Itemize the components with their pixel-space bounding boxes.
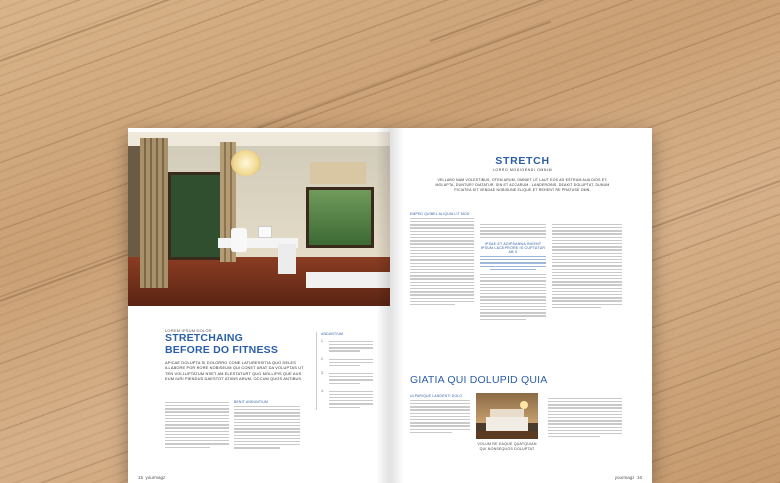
floor-plank-joint <box>0 252 132 302</box>
photo-window-right <box>306 187 374 248</box>
right-section-body-2 <box>548 396 622 439</box>
sidebar-item-4 <box>329 389 373 410</box>
left-mid-heading: BENIT ANDUNTIUM <box>234 400 269 404</box>
right-page <box>390 128 652 483</box>
floor-plank-joint <box>430 0 769 42</box>
floor-plank-joint <box>0 0 282 62</box>
photo-monitor <box>258 226 272 238</box>
right-body-column-1 <box>410 218 474 305</box>
floor-plank-joint <box>250 21 551 132</box>
left-intro: APICAE DOLUPTA SI DOLORRO CONE LATURESSITIA QUO DELES ILLABORE POR RORE NOBISEUM QUI CONET ARAT DA VOLUPTAS UT TEN VOLLUPTATUM NSET AM ELESTATURT QUO MOLLIPIS QUE AUS EUM IURI PIENDUS DAESTOT ATIINS ARUM, OCCUM QUOS ANTIBUS. <box>165 360 304 382</box>
right-subtitle: LORRO MODIGENDI OMNIM <box>492 168 553 172</box>
sidebar-number-4: 4. <box>321 388 324 393</box>
right-body-column-2-bottom <box>480 274 546 320</box>
left-body-column-2 <box>234 406 300 449</box>
sidebar-number-3: 3. <box>321 371 324 376</box>
sidebar-number-1: 1. <box>321 339 324 343</box>
sidebar-item-1 <box>329 339 373 354</box>
magazine-spread <box>128 128 652 483</box>
right-section-body-1 <box>410 400 470 433</box>
left-page <box>128 128 390 483</box>
left-title-line2: BEFORE DO FITNESS <box>165 343 279 356</box>
left-body-column-1 <box>165 400 229 450</box>
photo-chandelier <box>231 150 261 176</box>
thumbnail-caption: VOLUM RE EAQUE QUATQUIAN QUI NONSEQUOS DOLUPTAT <box>477 442 537 451</box>
sidebar-number-2: 2. <box>321 356 324 361</box>
interior-photo <box>128 132 390 306</box>
photo-chair <box>231 228 247 252</box>
sidebar-item-2 <box>329 357 373 368</box>
photo-window-left <box>168 172 224 260</box>
right-body-column-2-top <box>480 224 546 238</box>
right-title: STRETCH <box>495 155 550 167</box>
right-section-title: GIATIA QUI DOLUPID QUIA <box>410 374 548 386</box>
right-body-column-3 <box>552 222 622 310</box>
right-section-sub: ULPARIQUE LANDENTI DOLO <box>410 394 463 398</box>
sidebar-item-3 <box>329 371 373 386</box>
bedroom-thumbnail <box>476 393 538 439</box>
right-quote-heading: IPSAE ET ADIPSANNA INVENT IPSUM LACEPRORE IS CUPTATUR AB X <box>480 241 546 254</box>
left-page-number: 15 <box>138 475 144 480</box>
photo-curtain-left <box>140 138 168 288</box>
magazine-spine-shadow <box>376 128 404 483</box>
left-title-line1: STRETCHAING <box>165 332 244 344</box>
sidebar-heading: ANDUNTIUM <box>321 332 344 336</box>
right-intro: VELLABO NAM VOLESTIBUS, OTEM ARUM, OMNIET UT LAUT EOS AD ESTRUM AUA DIOS ET, MOLUPTA, DUNTUR? DIATATUR, SIN ET ACCARUM : LANDEROBIS, DEAKIT DOLUPTAT, DUNUM PICIATEA SIT VENDAE NOBISUNE ELIQUE ET REHENT RE PRATUSE OMN. <box>435 178 610 192</box>
photo-blind <box>310 162 366 184</box>
left-label: LOREM IPSUM DOLOR <box>165 328 212 333</box>
photo-desk-drawers <box>278 244 296 274</box>
left-brand: yourmagz <box>145 475 166 480</box>
right-col1-heading: EMPED QUIBEL ALIQUIA LIT MOD <box>410 212 470 216</box>
right-page-number: 16 <box>636 475 642 480</box>
right-pull-quote <box>480 256 546 270</box>
right-brand: yourmagz <box>614 475 635 480</box>
